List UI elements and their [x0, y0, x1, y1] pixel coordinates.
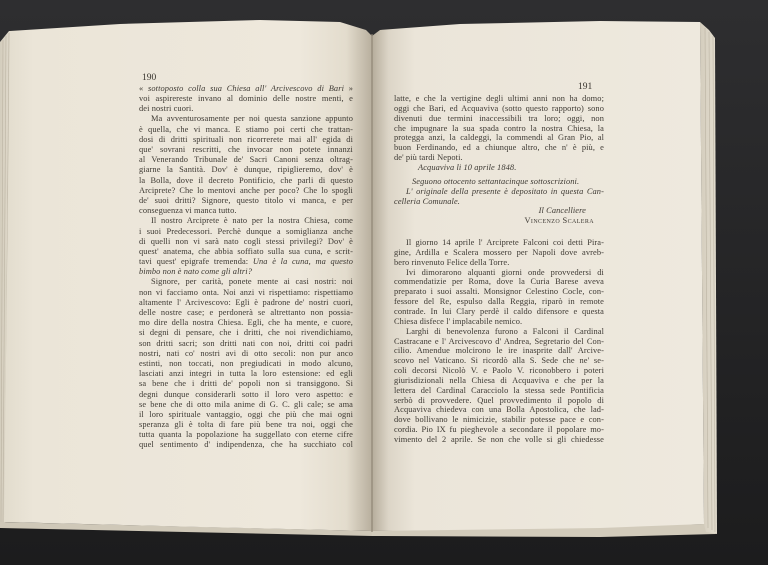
text-line: que' sovrani rescritti, che invocar non potete innanzi	[139, 145, 353, 155]
text-line: quel sentimento d' indipendenza, che ha succhiato col	[139, 440, 353, 450]
text-line: celleria Comunale.	[394, 196, 460, 206]
date-line: Acquaviva li 10 aprile 1848.	[418, 163, 517, 172]
text-line: preparato i suoi assalti. Monsignor Celestino Cocle, con-	[394, 287, 604, 297]
signature-title: Il Cancelliere	[538, 206, 586, 216]
text-line: scovo nel Vaticano. Si ricordò alla S. Sede che ne' se-	[394, 356, 604, 366]
text-line: si degni di pensare, che i dritti, che noi rivendichiamo,	[139, 328, 353, 338]
text-line: dosi di dritti spirituali non ricorrerete mai all' egida di	[139, 134, 353, 144]
text-line: Il giorno 14 aprile l' Arciprete Falconi coi detti Pira-	[406, 238, 604, 248]
text-line: buon Ferdinando, ed a chiunque altro, che n' è più, e	[394, 143, 604, 153]
right-page-text	[394, 94, 604, 445]
text-line	[139, 84, 353, 94]
text-line: oggi che Bari, ed Acquaviva (sotto questo rapporto) sono	[394, 103, 604, 113]
text-line: L' originale della presente è depositato in questa Can-	[406, 186, 604, 196]
text-line: lasciati anzi integri in tutta la loro estensione: ed egli	[139, 369, 353, 379]
text-segment: »	[344, 83, 354, 93]
text-line: quest' anatema, che abbia soffiato sulla sua cuna, e scrit-	[139, 246, 353, 256]
text-line: voi aspirereste invano al dominio delle nostre menti, e	[139, 94, 353, 104]
text-line: Ma avventurosamente per noi questa sanzione appunto	[151, 114, 353, 124]
page-number-left: 190	[142, 73, 157, 83]
text-line: protegga anzi, la caldeggi, la commendi al Gran Pio, al	[394, 133, 604, 143]
text-line: bimbo non è nato come gli altri?	[139, 267, 252, 277]
text-line: lettera del Cardinal Caracciolo la stessa sede Pontificia	[394, 385, 604, 395]
text-line: i suoi Predecessori. Perchè dunque a somiglianza anche	[139, 226, 353, 236]
text-line: commendatizie per Roma, dove la Curia Barese aveva	[394, 277, 604, 287]
text-segment-italic: sottoposto colla sua Chiesa all' Arcivescovo di Bari	[148, 83, 345, 93]
text-line: vimento del 2 aprile. Se non che volle si gli chiedesse	[394, 434, 604, 444]
text-line: mo dire della nostra Chiesa. Egli, che ha mente, e cuore,	[139, 318, 353, 328]
text-line: dei nostri cuori.	[139, 104, 194, 114]
text-line: Arciprete? Che lo mentovi anche per poco? Che lo spogli	[139, 185, 353, 195]
text-line: fessore del Re, espulso dalla Reggia, riparò in remote	[394, 297, 604, 307]
text-line: bero rinvenuto Felice della Torre.	[394, 257, 510, 267]
text-line: de' suoi dritti? Signore, questo titolo vi manca, e per	[139, 195, 353, 205]
text-line: nostri, nati co' nostri avi di otto secoli: non pur anco	[139, 348, 353, 358]
text-segment: «	[139, 83, 148, 93]
text-line: non vi facciamo onta. Noi anzi vi rispettiamo: rispettiamo	[139, 287, 353, 297]
text-line: tutta quanta la popolazione ha suggellato con eterne cifre	[139, 430, 353, 440]
text-line: gine, Ardilla e Scalera mossero per Napoli dove avreb-	[394, 247, 604, 257]
text-line: Ivi dimorarono alquanti giorni onde provvedersi di	[406, 267, 604, 277]
text-line: Signore, per carità, ponete mente ai casi nostri: noi	[151, 277, 353, 287]
text-line: se bene che di otto mila anime di G. C. gli cale; se ama	[139, 399, 353, 409]
text-line: delle nostre case; e perdonerà se altrettanto non possia-	[139, 308, 353, 318]
text-line: estinti, non toccati, non pregiudicati in modo alcuno,	[139, 358, 353, 368]
text-line: cordia. Pio IX fu pieghevole a secondare il popolare mo-	[394, 425, 604, 435]
text-line: altamente l' Arcivescovo: Egli è padrone de' nostri cuori,	[139, 297, 353, 307]
left-page-text	[139, 84, 353, 451]
text-line: il loro spirituale vantaggio, oggi che più che mai ogni	[139, 409, 353, 419]
text-line: la Bolla, dove il decreto Pontificio, che parli di questo	[139, 175, 353, 185]
text-line: dove bollivano le nimicizie, stabilir potesse pace e con-	[394, 415, 604, 425]
text-line: speranza gli è tolta di fare più bene tra noi, oggi che	[139, 420, 353, 430]
text-line: divenuti due termini inaccessibili tra loro; oggi, non	[394, 113, 604, 123]
page-number-right: 191	[578, 82, 593, 92]
signature-name: Vincenzo Scalera	[524, 216, 594, 226]
text-line: Acquaviva chiedeva con una Bolla Apostolica, che lad-	[394, 405, 604, 415]
text-line	[139, 257, 353, 267]
text-line: è quella, che vi manca. E stiamo poi certi che trattan-	[139, 124, 353, 134]
text-line: al Venerando Tribunale de' Sacri Canoni senza oltrag-	[139, 155, 353, 165]
text-line: de' più tardi Nepoti.	[394, 153, 463, 163]
text-line: che impugnare la sua spada contro la nostra Chiesa, la	[394, 123, 604, 133]
text-line: degni dunque considerarli sotto il loro vero aspetto: e	[139, 389, 353, 399]
text-line: serbò di provvedere. Quel provvedimento il popolo di	[394, 395, 604, 405]
text-line: coli decorsi Nicolò V. e Paolo V. riconobbero i poteri	[394, 366, 604, 376]
text-line: di quelli non vi sarà nato cogli stessi privilegi? Dov' è	[139, 236, 353, 246]
text-line: Chiesa disfece l' implacabile nemico.	[394, 316, 523, 326]
text-line: Castracane e l' Arcivescovo d' Andrea, Segretario del Con-	[394, 336, 604, 346]
text-line: Il nostro Arciprete è nato per la nostra Chiesa, come	[151, 216, 353, 226]
text-line: son dritti sacri; son dritti nati con noi, dritti coi padri	[139, 338, 353, 348]
text-line: Larghi di benevolenza furono a Falconi il Cardinal	[406, 326, 604, 336]
text-line: giurisdizionali nella Chiesa di Acquaviva e che per la	[394, 375, 604, 385]
text-line: giarne la Santità. Dov' è dunque, ripiglieremo, dov' è	[139, 165, 353, 175]
text-line: Seguono ottocento settantacinque sottoscrizioni.	[412, 176, 580, 186]
text-segment-italic: Una è la cuna, ma questo	[252, 257, 354, 267]
text-line: latte, e che la vertigine degli ultimi anni non ha domo;	[394, 94, 604, 104]
text-line: sa bene che i dritti de' popoli non si transiggono. Si	[139, 379, 353, 389]
text-line: contrade. In lui Clary perdè il caldo difensore e questa	[394, 306, 604, 316]
text-segment: tavi quest' epigrafe tremenda:	[139, 257, 253, 267]
text-line: conseguenza vi manca tutto.	[139, 206, 237, 216]
text-line: cilio. Amendue molcirono le ire inasprite dall' Arcive-	[394, 346, 604, 356]
